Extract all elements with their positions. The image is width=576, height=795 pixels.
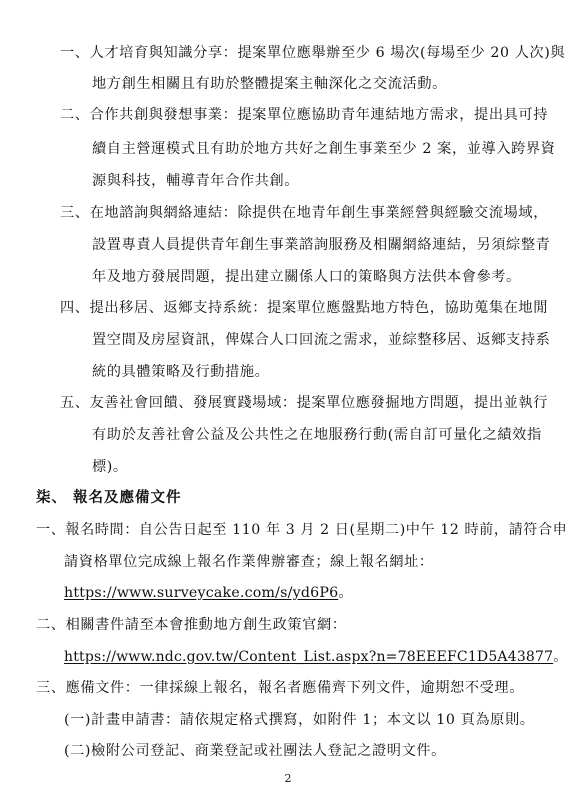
item-social-line-3: 標)。 xyxy=(92,459,128,475)
required-documents-line-1: 三、應備文件：一律採線上報名，報名者應備齊下列文件，逾期恕不受理。 xyxy=(36,680,524,696)
documents-url-suffix: 。 xyxy=(553,649,568,665)
item-consult-line-2: 設置專責人員提供青年創生事業諮詢服務及相關網絡連結，另須綜整青 xyxy=(92,237,551,253)
documents-url-link[interactable]: https://www.ndc.gov.tw/Content_List.aspx?n=78EEEFC1D5A43877 xyxy=(64,649,554,665)
item-relocation-line-2: 置空間及房屋資訊，俾媒合人口回流之需求，並綜整移居、返鄉支持系 xyxy=(92,332,551,348)
documents-website-line-1: 二、相關書件請至本會推動地方創生政策官網： xyxy=(36,617,347,633)
required-documents-sub-1: (一)計畫申請書：請依規定格式撰寫，如附件 1；本文以 10 頁為原則。 xyxy=(64,712,535,728)
item-consult-line-3: 年及地方發展問題，提出建立關係人口的策略與方法供本會參考。 xyxy=(92,269,521,285)
item-relocation-line-3: 統的具體策略及行動措施。 xyxy=(92,364,270,380)
required-documents-sub-2: (二)檢附公司登記、商業登記或社團法人登記之證明文件。 xyxy=(64,743,446,759)
registration-url-link[interactable]: https://www.surveycake.com/s/yd6P6 xyxy=(64,585,339,601)
registration-url-line xyxy=(64,584,353,602)
section-heading-registration: 柒、 報名及應備文件 xyxy=(36,489,182,506)
item-cocreate-line-2: 續自主營運模式且有助於地方共好之創生事業至少 2 案，並導入跨界資 xyxy=(92,141,556,157)
item-cocreate-line-1: 二、合作共創與發想事業：提案單位應協助青年連結地方需求，提出具可持 xyxy=(60,107,548,123)
item-consult-line-1: 三、在地諮詢與網絡連結：除提供在地青年創生事業經營與經驗交流場域， xyxy=(60,205,548,221)
item-relocation-line-1: 四、提出移居、返鄉支持系統：提案單位應盤點地方特色，協助蒐集在地閒 xyxy=(60,300,548,316)
item-social-line-2: 有助於友善社會公益及公共性之在地服務行動(需自訂可量化之績效指 xyxy=(92,427,542,443)
registration-time-line-1: 一、報名時間：自公告日起至 110 年 3 月 2 日(星期二)中午 12 時前，請符合申 xyxy=(36,522,568,538)
registration-time-line-2: 請資格單位完成線上報名作業俾辦審查；線上報名網址： xyxy=(64,554,434,570)
item-social-line-1: 五、友善社會回饋、發展實踐場域：提案單位應發掘地方問題，提出並執行 xyxy=(60,395,548,411)
page-number: 2 xyxy=(284,772,292,785)
registration-url-suffix: 。 xyxy=(338,585,354,601)
item-talent-line-1: 一、人才培育與知識分享：提案單位應舉辦至少 6 場次(每場至少 20 人次)與 xyxy=(60,45,566,61)
item-cocreate-line-3: 源與科技，輔導青年合作共創。 xyxy=(92,173,300,189)
documents-url-line xyxy=(64,648,568,666)
item-talent-line-2: 地方創生相關且有助於整體提案主軸深化之交流活動。 xyxy=(92,76,447,92)
